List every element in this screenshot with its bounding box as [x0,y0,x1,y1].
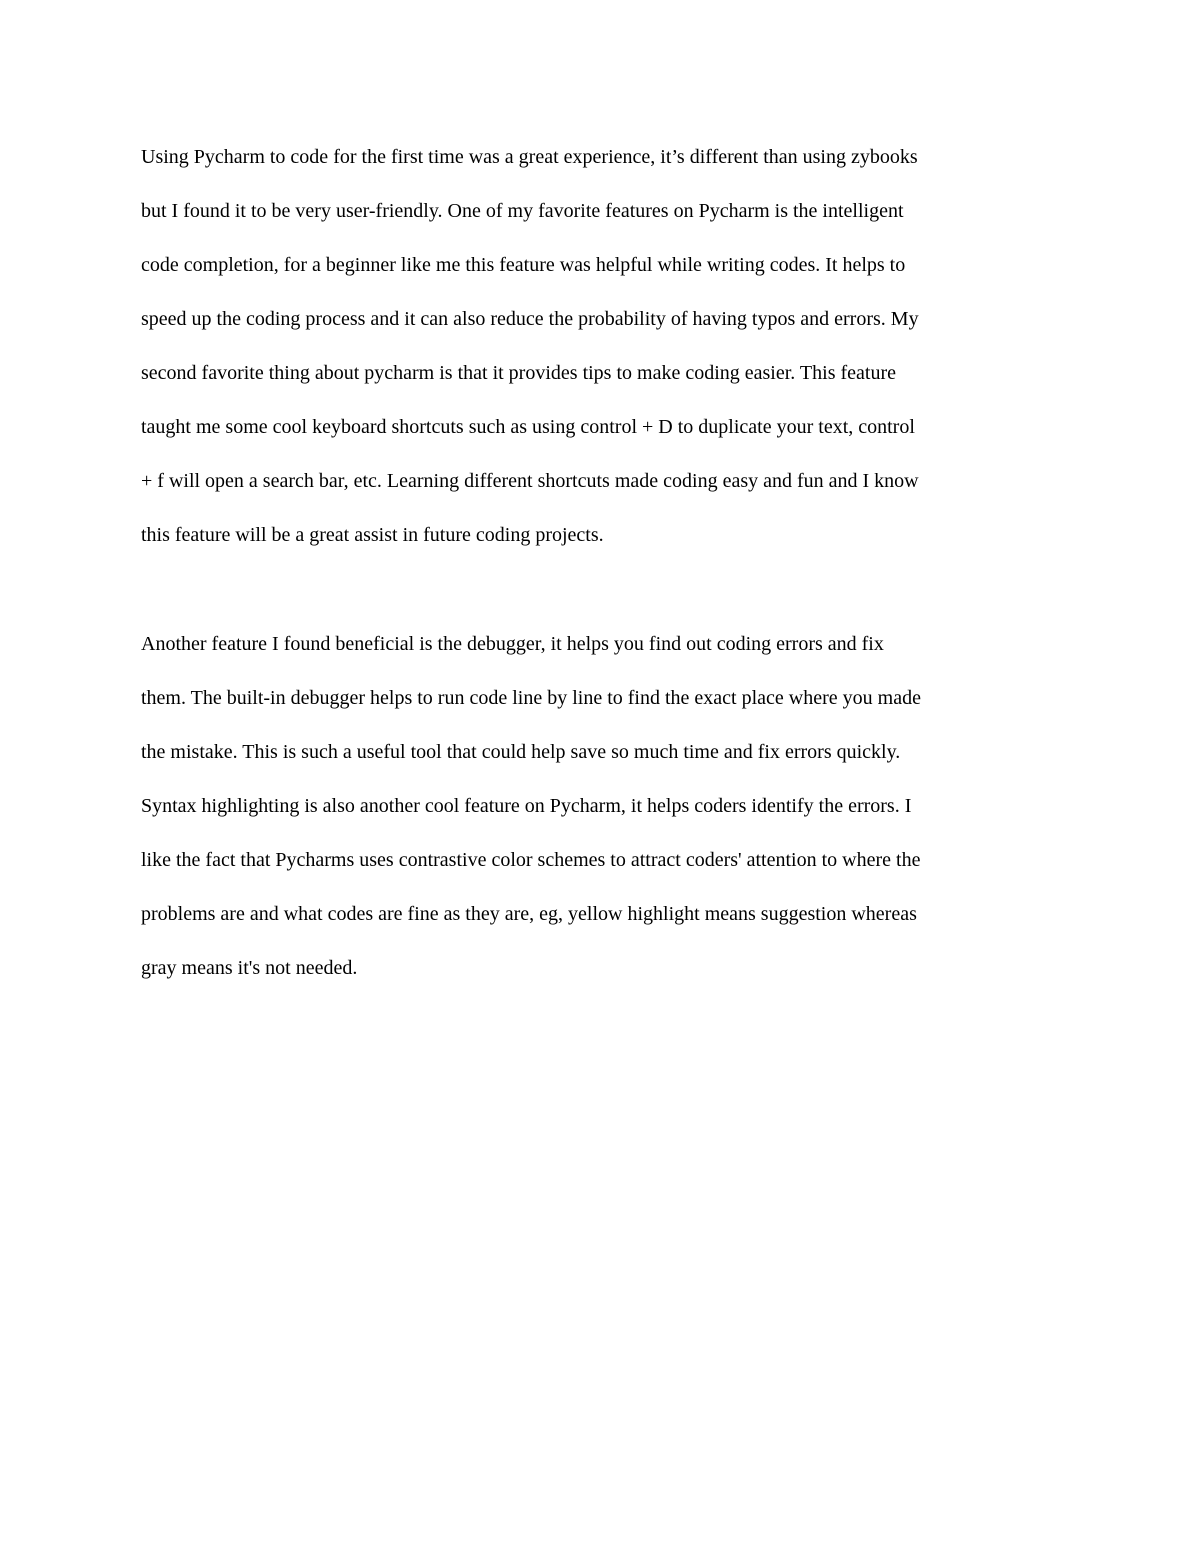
text-line: the mistake. This is such a useful tool that could help save so much time and fix errors quickly. [141,741,901,763]
text-line: + f will open a search bar, etc. Learning different shortcuts made coding easy and fun and I know [141,470,919,492]
text-line: code completion, for a beginner like me this feature was helpful while writing codes. It helps to [141,254,906,276]
text-line: gray means it's not needed. [141,957,358,979]
text-line: second favorite thing about pycharm is that it provides tips to make coding easier. This feature [141,362,896,384]
text-line: problems are and what codes are fine as they are, eg, yellow highlight means suggestion whereas [141,903,917,925]
text-line: taught me some cool keyboard shortcuts such as using control + D to duplicate your text, control [141,416,915,438]
text-line: speed up the coding process and it can also reduce the probability of having typos and errors. My [141,308,919,330]
paragraph-pycharm-experience [141,143,919,575]
text-line: Another feature I found beneficial is the debugger, it helps you find out coding errors and fix [141,633,884,655]
text-line: this feature will be a great assist in future coding projects. [141,524,604,546]
text-line: like the fact that Pycharms uses contrastive color schemes to attract coders' attention to where the [141,849,921,871]
text-line: them. The built-in debugger helps to run code line by line to find the exact place where you made [141,687,921,709]
text-line: Syntax highlighting is also another cool feature on Pycharm, it helps coders identify the errors. I [141,795,912,817]
text-line: Using Pycharm to code for the first time was a great experience, it’s different than using zybooks [141,146,918,168]
text-line: but I found it to be very user-friendly. One of my favorite features on Pycharm is the intelligent [141,200,904,222]
paragraph-debugger-features [141,630,921,1008]
